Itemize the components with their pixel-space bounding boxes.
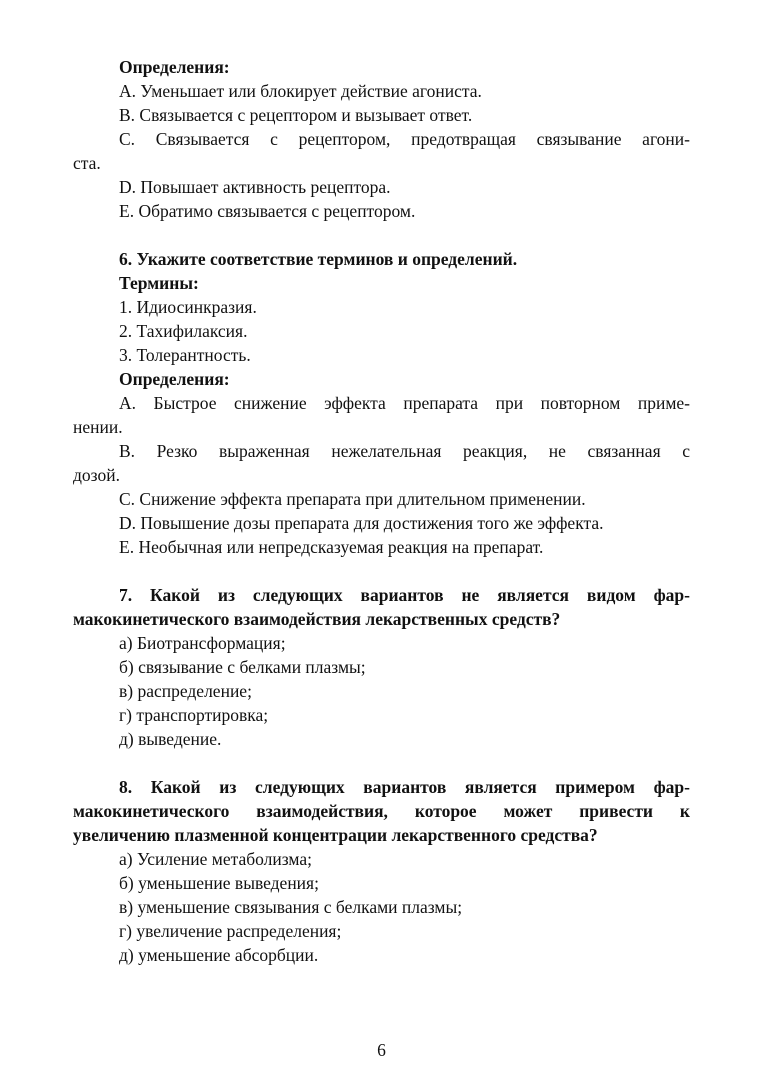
question-7-title-line1: 7. Какой из следующих вариантов не является видом фар- bbox=[119, 585, 690, 605]
definition-c-line1: C. Связывается с рецептором, предотвращая связывание агони- bbox=[119, 129, 690, 149]
question-8-title-line2: макокинетического взаимодействия, которое может привести к bbox=[73, 801, 690, 821]
q6-definition-e: E. Необычная или непредсказуемая реакция на препарат. bbox=[119, 537, 544, 557]
page-number: 6 bbox=[377, 1040, 386, 1060]
q7-option-a: а) Биотрансформация; bbox=[119, 633, 286, 653]
q6-definition-b-line2: дозой. bbox=[73, 465, 120, 485]
definition-b: B. Связывается с рецептором и вызывает ответ. bbox=[119, 105, 473, 125]
q7-option-e: д) выведение. bbox=[119, 729, 222, 749]
question-7-title-line2: макокинетического взаимодействия лекарственных средств? bbox=[73, 609, 561, 629]
q8-option-a: а) Усиление метаболизма; bbox=[119, 849, 313, 869]
definition-e: E. Обратимо связывается с рецептором. bbox=[119, 201, 416, 221]
page-content bbox=[73, 55, 690, 967]
question-8-title-line3: увеличению плазменной концентрации лекарственного средства? bbox=[73, 825, 598, 845]
q7-option-d: г) транспортировка; bbox=[119, 705, 269, 725]
q8-option-e: д) уменьшение абсорбции. bbox=[119, 945, 319, 965]
term-2: 2. Тахифилаксия. bbox=[119, 321, 248, 341]
q6-definition-c: C. Снижение эффекта препарата при длительном применении. bbox=[119, 489, 586, 509]
q8-option-c: в) уменьшение связывания с белками плазмы; bbox=[119, 897, 463, 917]
definition-a: A. Уменьшает или блокирует действие агониста. bbox=[119, 81, 482, 101]
q8-option-d: г) увеличение распределения; bbox=[119, 921, 342, 941]
terms-heading: Термины: bbox=[119, 273, 199, 293]
definition-c-line2: ста. bbox=[73, 153, 101, 173]
spacer bbox=[73, 223, 690, 247]
q7-option-b: б) связывание с белками плазмы; bbox=[119, 657, 366, 677]
q7-option-c: в) распределение; bbox=[119, 681, 252, 701]
spacer bbox=[73, 751, 690, 775]
q6-definition-a-line2: нении. bbox=[73, 417, 123, 437]
term-1: 1. Идиосинкразия. bbox=[119, 297, 257, 317]
definitions-heading: Определения: bbox=[119, 57, 230, 77]
q8-option-b: б) уменьшение выведения; bbox=[119, 873, 319, 893]
term-3: 3. Толерантность. bbox=[119, 345, 251, 365]
q6-definitions-heading: Определения: bbox=[119, 369, 230, 389]
spacer bbox=[73, 559, 690, 583]
q6-definition-b-line1: B. Резко выраженная нежелательная реакция, не связанная с bbox=[119, 441, 690, 461]
question-8-title-line1: 8. Какой из следующих вариантов является примером фар- bbox=[119, 777, 690, 797]
question-6-title: 6. Укажите соответствие терминов и определений. bbox=[119, 249, 518, 269]
q6-definition-a-line1: A. Быстрое снижение эффекта препарата при повторном приме- bbox=[119, 393, 690, 413]
q6-definition-d: D. Повышение дозы препарата для достижения того же эффекта. bbox=[119, 513, 604, 533]
definition-d: D. Повышает активность рецептора. bbox=[119, 177, 391, 197]
